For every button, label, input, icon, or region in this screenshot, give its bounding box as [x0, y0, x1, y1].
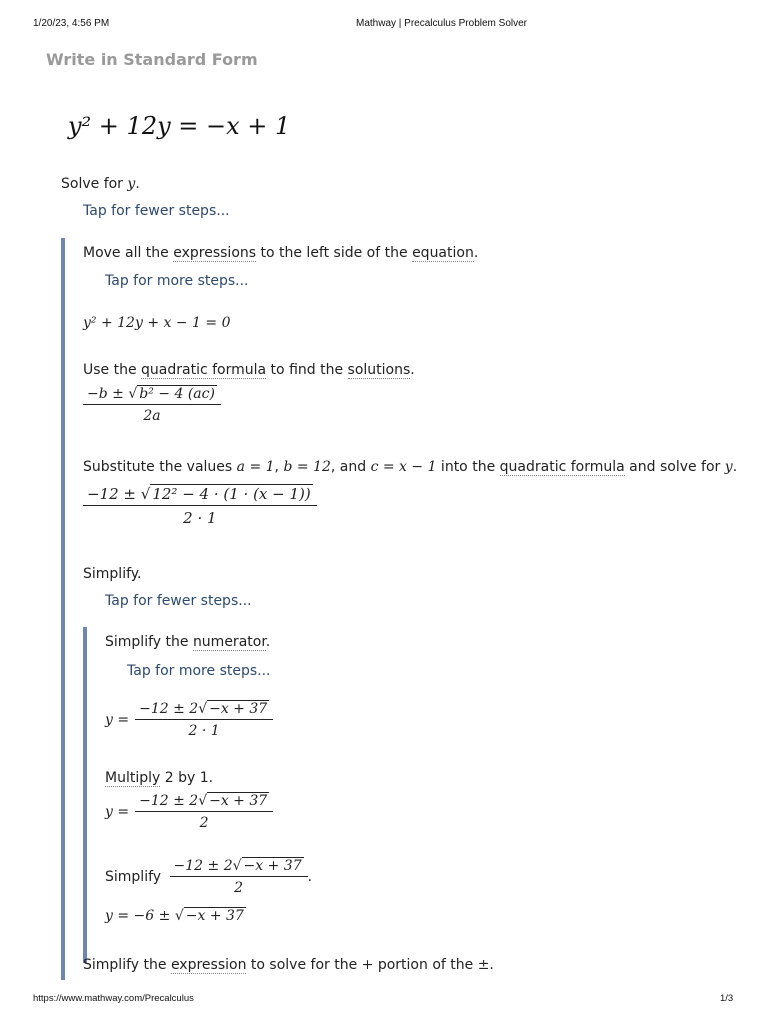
main-equation: y² + 12y = −x + 1 — [68, 112, 291, 140]
print-datetime: 1/20/23, 4:56 PM — [33, 18, 110, 29]
toggle-fewer-steps-1[interactable]: Tap for fewer steps... — [83, 203, 230, 219]
toggle-more-steps-2[interactable]: Tap for more steps... — [127, 663, 271, 679]
substep1-equation: y = $\frac{-12 \pm 2√ -x + 37}{2 \cdot 1}$ — [105, 701, 273, 739]
term-expressions[interactable]: expressions — [173, 245, 257, 261]
quadratic-formula: $\frac{\text{−b ± √ b² − 4 (ac)}}{2a}$ — [83, 386, 221, 424]
substep3-result: y = −6 ± √ −x + 37 — [105, 908, 244, 924]
step2-text: Use the quadratic formula to find the solutions. — [83, 362, 415, 378]
term-multiply[interactable]: Multiply — [105, 770, 161, 786]
step5-text: Simplify the expression to solve for the + portion of the ±. — [83, 957, 494, 973]
term-solutions[interactable]: solutions — [347, 362, 411, 378]
print-page-title: Mathway | Precalculus Problem Solver — [356, 18, 527, 29]
step4-text: Simplify. — [83, 566, 142, 582]
term-numerator[interactable]: numerator — [192, 634, 266, 650]
toggle-fewer-steps-2[interactable]: Tap for fewer steps... — [105, 593, 252, 609]
substituted-formula: $\frac{\text{−12 ± √ 12² − 4 · (1 · (x − 1))}}{2 \cdot 1}$ — [83, 485, 317, 527]
problem-title: Write in Standard Form — [46, 50, 258, 69]
substep1-text: Simplify the numerator. — [105, 634, 271, 650]
term-quadratic-formula-2[interactable]: quadratic formula — [499, 459, 625, 475]
step1-text: Move all the expressions to the left side of the equation. — [83, 245, 479, 261]
steps-bar-outer — [61, 238, 65, 980]
substep3-text: Simplify $\frac{-12 \pm 2√ -x + 37}{2}$ . — [105, 858, 313, 896]
substep2-equation: y = $\frac{-12 \pm 2√ -x + 37}{2}$ — [105, 793, 273, 831]
term-equation[interactable]: equation — [412, 245, 474, 261]
print-page-count: 1/3 — [720, 993, 734, 1004]
steps-bar-inner — [83, 627, 87, 963]
print-url: https://www.mathway.com/Precalculus — [33, 993, 194, 1004]
term-quadratic-formula[interactable]: quadratic formula — [141, 362, 267, 378]
term-expression[interactable]: expression — [170, 957, 247, 973]
solve-for-label: Solve for y. — [61, 176, 140, 192]
substep2-text: Multiply 2 by 1. — [105, 770, 214, 786]
step1-result: y² + 12y + x − 1 = 0 — [83, 315, 231, 331]
step3-text: Substitute the values a = 1, b = 12, and c = x − 1 into the quadratic formula and solve for y. — [83, 459, 738, 475]
toggle-more-steps-1[interactable]: Tap for more steps... — [105, 273, 249, 289]
